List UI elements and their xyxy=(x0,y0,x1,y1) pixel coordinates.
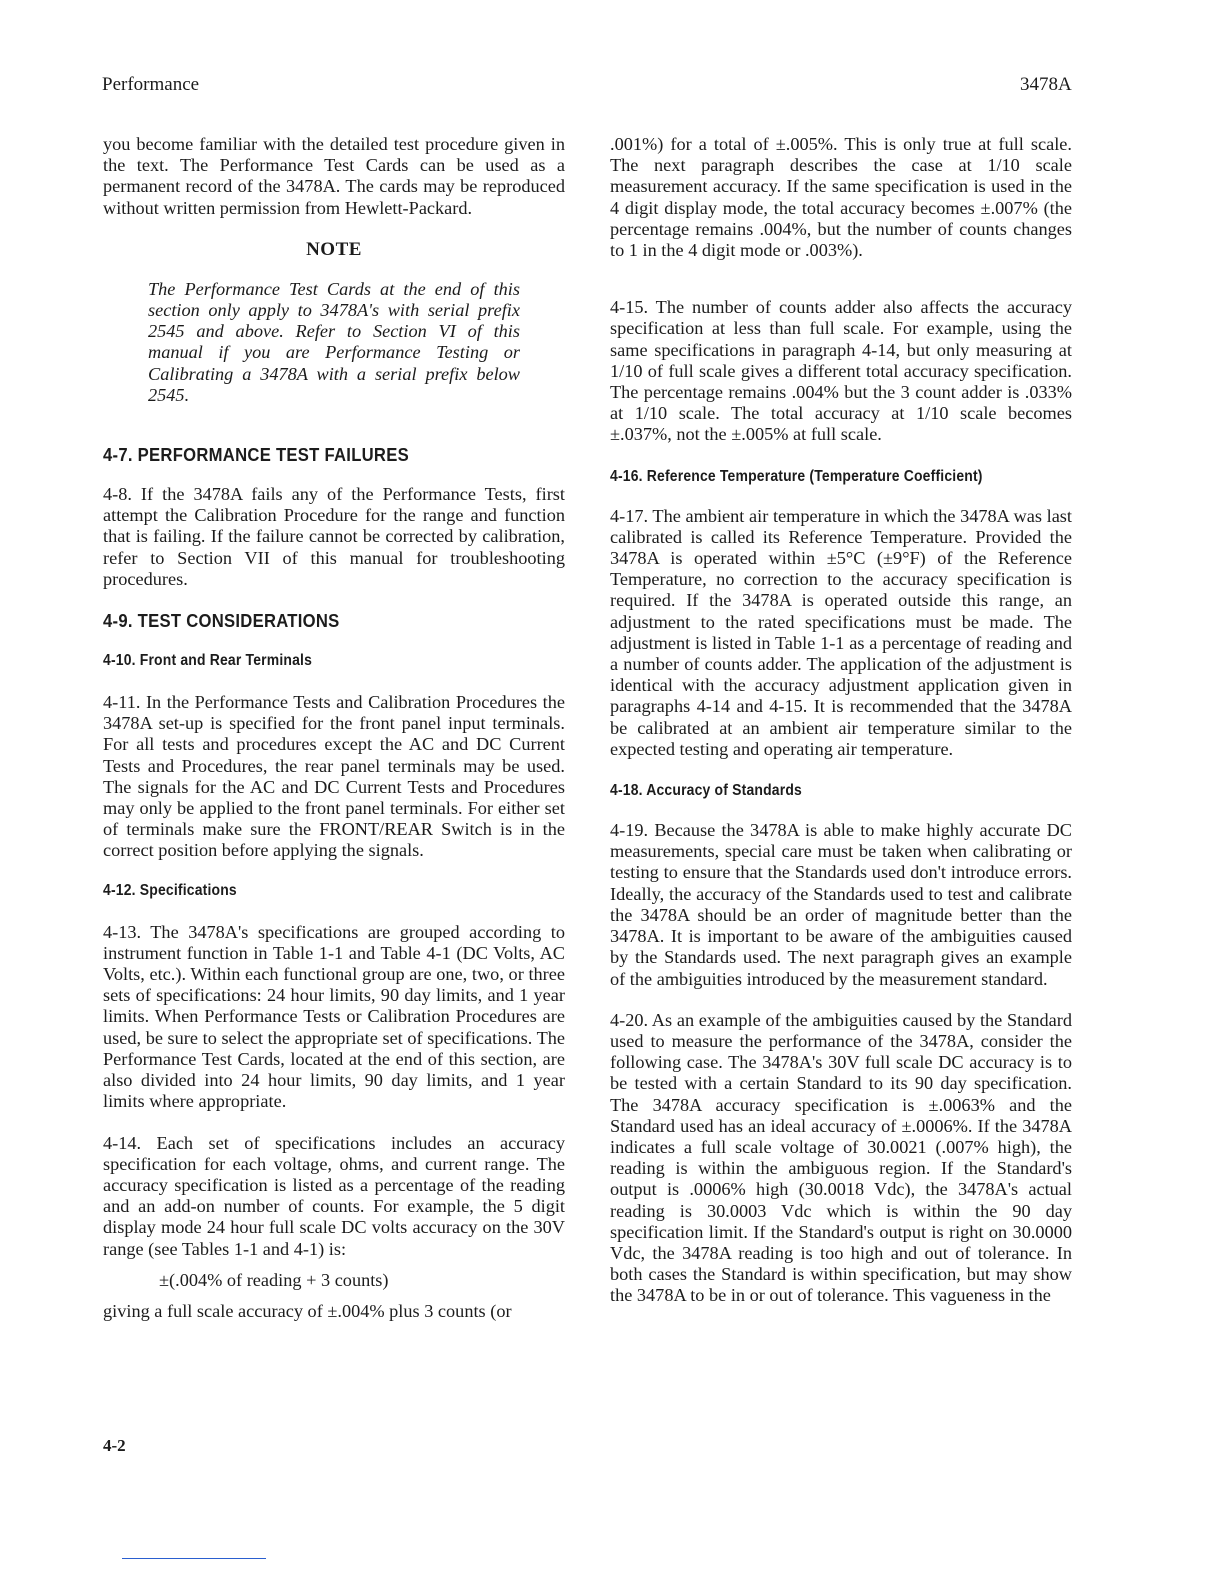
paragraph-4-8: 4-8. If the 3478A fails any of the Performance Tests, first attempt the Calibration Procedure for the range and function that is failing. If the failure cannot be corrected by calibration, refer to Section VII of this manual for troubleshooting procedures. xyxy=(103,484,565,589)
page-number: 4-2 xyxy=(103,1436,126,1455)
paragraph-4-14: 4-14. Each set of specifications includes an accuracy specification for each voltage, ohms, and current range. The accuracy specification is listed as a percentage of the reading and an add-on number of counts. For example, the 5 digit display mode 24 hour full scale DC volts accuracy on the 30V range (see Tables 1-1 and 4-1) is: xyxy=(103,1132,565,1259)
subheading-4-18: 4-18. Accuracy of Standards xyxy=(610,782,802,800)
subheading-4-16: 4-16. Reference Temperature (Temperature Coefficient) xyxy=(610,467,983,485)
paragraph-4-17: 4-17. The ambient air temperature in which the 3478A was last calibrated is called its Reference Temperature. Provided the 3478A is operated within ±5°C (±9°F) of the Reference Temperature, no correction to the accuracy specification is required. If the 3478A is operated outside this range, an adjustment to the rated specifications must be made. The adjustment is listed in Table 1-1 as a percentage of reading and a number of counts adder. The application of the adjustment is identical with the accuracy adjustment application given in paragraphs 4-14 and 4-15. It is recommended that the 3478A be calibrated at an ambient air temperature similar to the expected testing and operating air temperature. xyxy=(610,505,1072,759)
section-heading-4-7: 4-7. PERFORMANCE TEST FAILURES xyxy=(103,444,409,466)
section-heading-4-9: 4-9. TEST CONSIDERATIONS xyxy=(103,610,340,632)
running-header-title: Performance xyxy=(102,74,200,95)
subheading-4-12: 4-12. Specifications xyxy=(103,881,237,899)
subheading-4-10: 4-10. Front and Rear Terminals xyxy=(103,652,313,670)
paragraph-4-15: 4-15. The number of counts adder also affects the accuracy specification at less than full scale. For example, using the same specifications in paragraph 4-14, but only measuring at 1/10 of full scale gives a different total accuracy specification. The percentage remains .004% but the 3 count adder is .033% at 1/10 scale. The total accuracy at 1/10 scale becomes ±.037%, not the ±.005% at full scale. xyxy=(610,297,1072,445)
paragraph-giving: giving a full scale accuracy of ±.004% plus 3 counts (or xyxy=(103,1300,512,1321)
accuracy-formula: ±(.004% of reading + 3 counts) xyxy=(159,1269,389,1290)
paragraph-4-20: 4-20. As an example of the ambiguities caused by the Standard used to measure the performance of the 3478A, consider the following case. The 3478A's 30V full scale DC accuracy is to be tested with a certain Standard to its 90 day specification. The 3478A accuracy specification is ±.0063% and the Standard used has an ideal accuracy of ±.0006%. If the 3478A indicates a full scale voltage of 30.0021 (.007% high), the reading is within the ambiguous region. If the Standard's output is .0006% high (30.0018 Vdc), the 3478A's actual reading is 30.0003 Vdc which is within the 90 day specification limit. If the Standard's output is right on 30.0000 Vdc, the 3478A reading is too high and out of tolerance. In both cases the Standard is within specification, but may show the 3478A to be in or out of tolerance. This vagueness in the xyxy=(610,1009,1072,1306)
paragraph-4-19: 4-19. Because the 3478A is able to make highly accurate DC measurements, special care must be taken when calibrating or testing to ensure that the Standards used don't introduce errors. Ideally, the accuracy of the Standards used to test and calibrate the 3478A should be an order of magnitude better than the 3478A. It is important to be aware of the ambiguities caused by the Standards used. The next paragraph gives an example of the ambiguities introduced by the measurement standard. xyxy=(610,820,1072,989)
paragraph-continued: .001%) for a total of ±.005%. This is only true at full scale. The next paragraph describes the case at 1/10 scale measurement accuracy. If the same specification is used in the 4 digit display mode, the total accuracy becomes ±.007% (the percentage remains .004%, but the number of counts changes to 1 in the 4 digit mode or .003%). xyxy=(610,134,1072,261)
right-column xyxy=(610,134,1072,1307)
paragraph-4-13: 4-13. The 3478A's specifications are grouped according to instrument function in Table 1-1 and Table 4-1 (DC Volts, AC Volts, etc.). Within each functional group are one, two, or three sets of specifications: 24 hour limits, 90 day limits, and 1 year limits. When Performance Tests or Calibration Procedures are used, be sure to select the appropriate set of specifications. The Performance Test Cards, located at the end of this section, are also divided into 24 hour limits, 90 day limits, and 1 year limits where appropriate. xyxy=(103,921,565,1112)
bottom-rule xyxy=(122,1558,266,1559)
paragraph-4-11: 4-11. In the Performance Tests and Calibration Procedures the 3478A set-up is specified for the front panel input terminals. For all tests and procedures except the AC and DC Current Tests and Procedures, the rear panel terminals may be used. The signals for the AC and DC Current Tests and Procedures may only be applied to the front panel terminals. For either set of terminals make sure the FRONT/REAR Switch is in the correct position before applying the signals. xyxy=(103,692,565,861)
note-title: NOTE xyxy=(306,238,362,260)
intro-paragraph: you become familiar with the detailed test procedure given in the text. The Performance Test Cards can be used as a permanent record of the 3478A. The cards may be reproduced without written permission from Hewlett-Packard. xyxy=(103,134,565,218)
running-header-model: 3478A xyxy=(1020,74,1072,95)
left-column xyxy=(103,134,565,1322)
note-body: The Performance Test Cards at the end of this section only apply to 3478A's with serial prefix 2545 and above. Refer to Section VI of this manual if you are Performance Testing or Calibrating a 3478A with a serial prefix below 2545. xyxy=(148,278,520,405)
